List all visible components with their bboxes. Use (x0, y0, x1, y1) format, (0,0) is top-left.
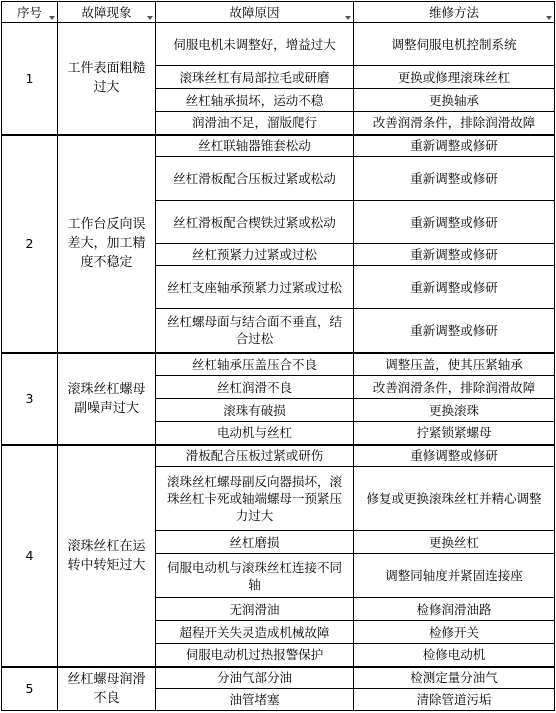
fault-symptom: 滚珠丝杠在运转中转矩过大 (58, 445, 156, 667)
fault-cause: 丝杠滑板配合压板过紧或松动 (156, 157, 354, 201)
fault-cause: 电动机与丝杠 (156, 422, 354, 445)
fault-cause: 丝杠滑板配合楔铁过紧或松动 (156, 201, 354, 244)
fault-cause: 分油气部分油 (156, 667, 354, 689)
repair-method: 重新调整或修研 (354, 266, 555, 309)
header-cause[interactable]: 故障原因 (156, 2, 354, 23)
fault-cause: 滑板配合压板过紧或研伤 (156, 445, 354, 467)
repair-method: 改善润滑条件，排除润滑故障 (354, 112, 555, 135)
fault-cause: 丝杠联轴器锥套松动 (156, 135, 354, 157)
fault-cause: 油管堵塞 (156, 689, 354, 711)
table-row (2, 667, 555, 689)
repair-method: 重新调整或修研 (354, 309, 555, 353)
header-symptom[interactable]: 故障现象 (58, 2, 156, 23)
table-row (2, 135, 555, 157)
dropdown-arrow-icon[interactable] (345, 16, 351, 20)
header-no[interactable]: 序号 (2, 2, 58, 23)
fault-cause: 滚珠有破损 (156, 399, 354, 422)
dropdown-arrow-icon[interactable] (49, 16, 55, 20)
header-row (2, 2, 555, 23)
repair-method: 检修开关 (354, 621, 555, 644)
repair-method: 修复或更换滚珠丝杠并精心调整 (354, 467, 555, 531)
repair-method: 改善润滑条件，排除润滑故障 (354, 376, 555, 399)
fault-symptom: 工作台反向误差大，加工精度不稳定 (58, 135, 156, 353)
repair-method: 重新调整或修研 (354, 135, 555, 157)
repair-method: 更换丝杠 (354, 531, 555, 554)
repair-method: 调整同轴度并紧固连接座 (354, 554, 555, 598)
fault-cause: 丝杠支座轴承预紧力过紧或过松 (156, 266, 354, 309)
fault-cause: 伺服电动机与滚珠丝杠连接不同轴 (156, 554, 354, 598)
fault-cause: 伺服电动机过热报警保护 (156, 644, 354, 667)
dropdown-arrow-icon[interactable] (147, 16, 153, 20)
group-number: 2 (2, 135, 58, 353)
fault-symptom: 滚珠丝杠螺母副噪声过大 (58, 353, 156, 445)
fault-cause: 滚珠丝杠螺母副反向器损坏，滚珠丝杠卡死或轴端螺母一预紧压力过大 (156, 467, 354, 531)
repair-method: 更换轴承 (354, 89, 555, 112)
header-fix[interactable]: 维修方法 (354, 2, 555, 23)
fault-cause: 丝杠润滑不良 (156, 376, 354, 399)
fault-cause: 超程开关失灵造成机械故障 (156, 621, 354, 644)
dropdown-arrow-icon[interactable] (546, 16, 552, 20)
repair-method: 检修润滑油路 (354, 598, 555, 621)
fault-cause: 丝杠预紧力过紧或过松 (156, 244, 354, 266)
group-number: 1 (2, 23, 58, 135)
fault-cause: 滚珠丝杠有局部拉毛或研磨 (156, 66, 354, 89)
table-row (2, 23, 555, 66)
fault-symptom: 丝杠螺母润滑不良 (58, 667, 156, 711)
repair-method: 重新调整或修研 (354, 244, 555, 266)
fault-symptom: 工件表面粗糙过大 (58, 23, 156, 135)
fault-cause: 丝杠磨损 (156, 531, 354, 554)
group-number: 5 (2, 667, 58, 711)
repair-method: 重修调整或修研 (354, 445, 555, 467)
repair-method: 更换或修理滚珠丝杠 (354, 66, 555, 89)
fault-cause: 丝杠轴承压盖压合不良 (156, 353, 354, 376)
group-number: 4 (2, 445, 58, 667)
fault-cause: 润滑油不足，溜版爬行 (156, 112, 354, 135)
repair-method: 调整伺服电机控制系统 (354, 23, 555, 66)
repair-method: 重新调整或修研 (354, 157, 555, 201)
table-row (2, 353, 555, 376)
fault-table (1, 1, 555, 711)
table-row (2, 445, 555, 467)
repair-method: 清除管道污垢 (354, 689, 555, 711)
repair-method: 拧紧锁紧螺母 (354, 422, 555, 445)
fault-cause: 伺服电机未调整好，增益过大 (156, 23, 354, 66)
repair-method: 重新调整或修研 (354, 201, 555, 244)
repair-method: 检测定量分油气 (354, 667, 555, 689)
fault-cause: 丝杠轴承损坏，运动不稳 (156, 89, 354, 112)
fault-cause: 丝杠螺母面与结合面不垂直，结合过松 (156, 309, 354, 353)
fault-cause: 无润滑油 (156, 598, 354, 621)
repair-method: 调整压盖，使其压紧轴承 (354, 353, 555, 376)
repair-method: 更换滚珠 (354, 399, 555, 422)
group-number: 3 (2, 353, 58, 445)
repair-method: 检修电动机 (354, 644, 555, 667)
